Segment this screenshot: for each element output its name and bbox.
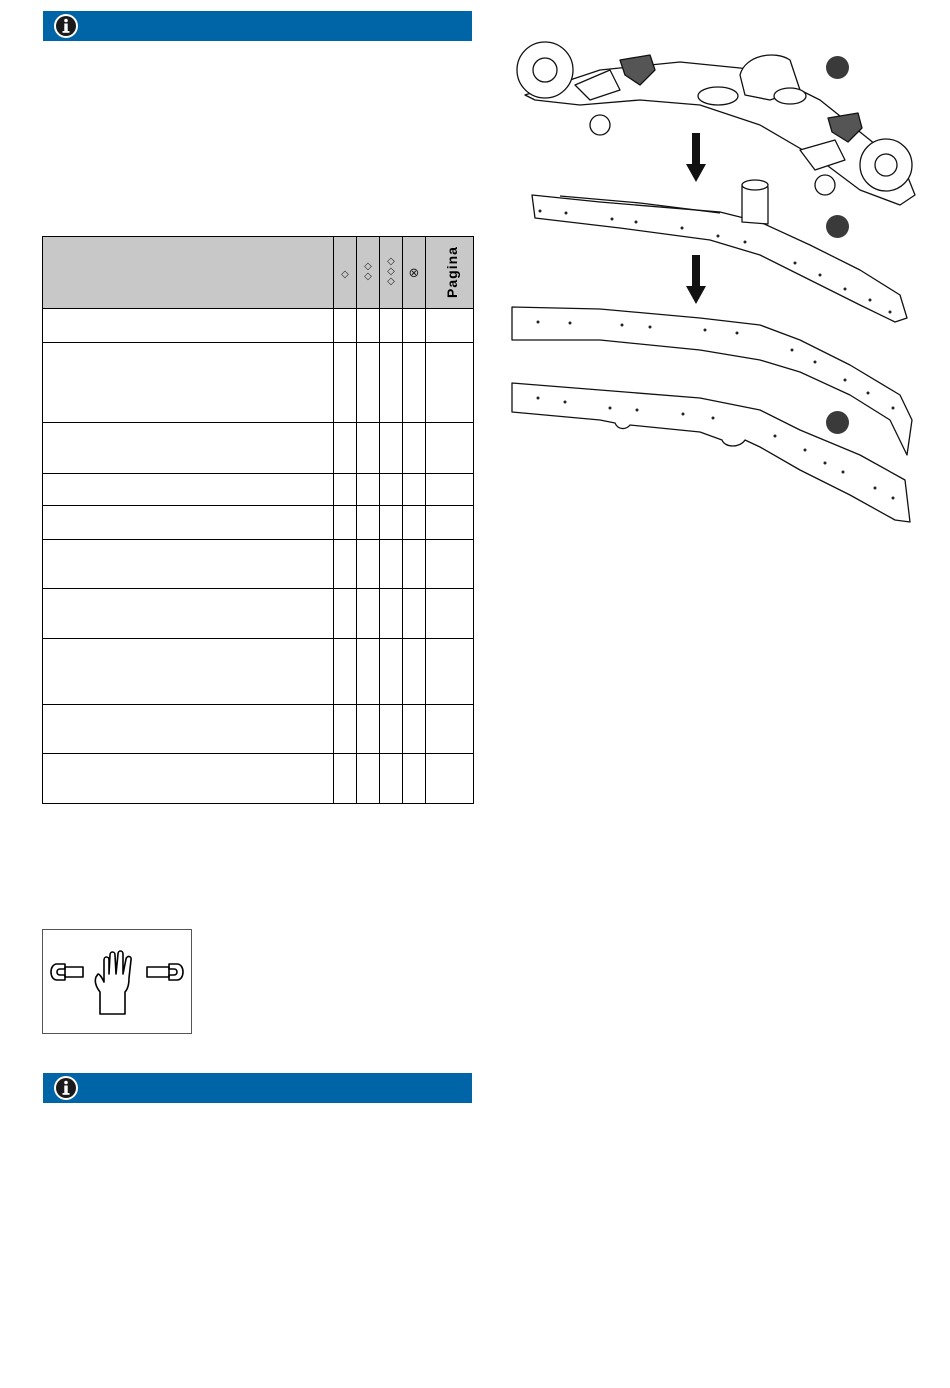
table-row bbox=[43, 506, 474, 540]
info-icon bbox=[53, 13, 79, 39]
page-column-label: Pagina bbox=[443, 245, 460, 298]
squeegee-exploded-illustration bbox=[500, 40, 930, 540]
table-row bbox=[43, 474, 474, 506]
table-row bbox=[43, 540, 474, 589]
header-freq-2 bbox=[357, 237, 380, 309]
table-row bbox=[43, 705, 474, 754]
table-row bbox=[43, 589, 474, 639]
header-freq-3 bbox=[380, 237, 403, 309]
step-badge bbox=[826, 215, 849, 238]
maintenance-table bbox=[42, 236, 474, 804]
header-freq-1 bbox=[334, 237, 357, 309]
info-icon bbox=[53, 1075, 79, 1101]
info-bar-top bbox=[43, 11, 472, 41]
diamond-icon: ◇ bbox=[341, 268, 349, 280]
header-page bbox=[426, 237, 474, 309]
diamond-icon: ◇ ◇ ◇ bbox=[387, 255, 395, 287]
table-header-row bbox=[43, 237, 474, 309]
table-row bbox=[43, 343, 474, 423]
diamond-icon: ◇ ◇ bbox=[364, 260, 372, 282]
circled-x-icon: ⊗ bbox=[408, 265, 420, 281]
squeegee-assembly-drawing bbox=[500, 40, 930, 540]
header-freq-4 bbox=[403, 237, 426, 309]
table-row bbox=[43, 309, 474, 343]
table-row bbox=[43, 423, 474, 474]
header-task bbox=[43, 237, 334, 309]
step-badge bbox=[826, 56, 849, 79]
table-row bbox=[43, 754, 474, 804]
step-badge bbox=[826, 411, 849, 434]
wrench-hand-icon bbox=[43, 930, 191, 1033]
table-row bbox=[43, 639, 474, 705]
info-bar-bottom bbox=[43, 1073, 472, 1103]
maintenance-symbol bbox=[42, 929, 192, 1034]
